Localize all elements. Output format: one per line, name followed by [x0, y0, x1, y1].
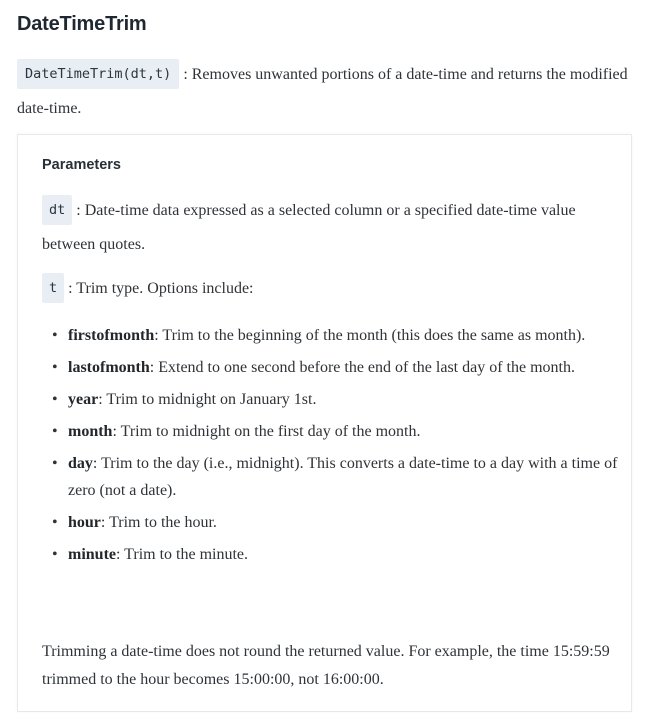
list-item	[52, 418, 618, 445]
bullet-icon: •	[52, 514, 58, 531]
list-item	[52, 541, 618, 568]
param-dt-code: dt	[42, 195, 72, 225]
option-name: day	[68, 455, 93, 472]
option-name: year	[68, 391, 99, 408]
function-signature-code: DateTimeTrim(dt,t)	[17, 59, 179, 89]
list-item	[52, 386, 618, 413]
function-description	[17, 58, 637, 126]
param-t	[42, 272, 617, 306]
param-t-text: : Trim type. Options include:	[64, 280, 254, 297]
list-item	[52, 322, 618, 349]
trim-options-list	[52, 322, 618, 573]
bullet-icon: •	[52, 423, 58, 440]
parameters-panel	[17, 134, 632, 712]
option-desc: : Trim to the hour.	[100, 514, 217, 531]
option-desc: : Trim to midnight on the first day of the month.	[112, 423, 421, 440]
param-dt	[42, 194, 617, 262]
list-item	[52, 354, 618, 381]
option-desc: : Trim to the beginning of the month (this does the same as month).	[154, 327, 586, 344]
bullet-icon: •	[52, 327, 58, 344]
option-desc: : Trim to the day (i.e., midnight). This converts a date-time to a day with a time of zero (not a date).	[68, 455, 618, 499]
option-name: firstofmonth	[68, 327, 155, 344]
function-description-text: : Removes unwanted portions of a date-time and returns the modified date-time.	[17, 66, 628, 117]
option-desc: : Extend to one second before the end of the last day of the month.	[149, 359, 575, 376]
list-item	[52, 509, 618, 536]
option-name: hour	[68, 514, 101, 531]
page-title: DateTimeTrim	[17, 13, 147, 35]
param-dt-text: : Date-time data expressed as a selected column or a specified date-time value between quotes.	[42, 202, 576, 253]
parameters-heading: Parameters	[42, 157, 121, 173]
option-desc: : Trim to the minute.	[116, 546, 249, 563]
option-name: month	[68, 423, 113, 440]
bullet-icon: •	[52, 455, 58, 472]
param-t-code: t	[42, 273, 64, 303]
list-item	[52, 450, 618, 504]
trim-note: Trimming a date-time does not round the returned value. For example, the time 15:59:59 trimmed to the hour becomes 15:00:00, not 16:00:00.	[42, 643, 610, 688]
bullet-icon: •	[52, 359, 58, 376]
bullet-icon: •	[52, 546, 58, 563]
option-name: minute	[68, 546, 116, 563]
option-desc: : Trim to midnight on January 1st.	[98, 391, 317, 408]
bullet-icon: •	[52, 391, 58, 408]
option-name: lastofmonth	[68, 359, 150, 376]
